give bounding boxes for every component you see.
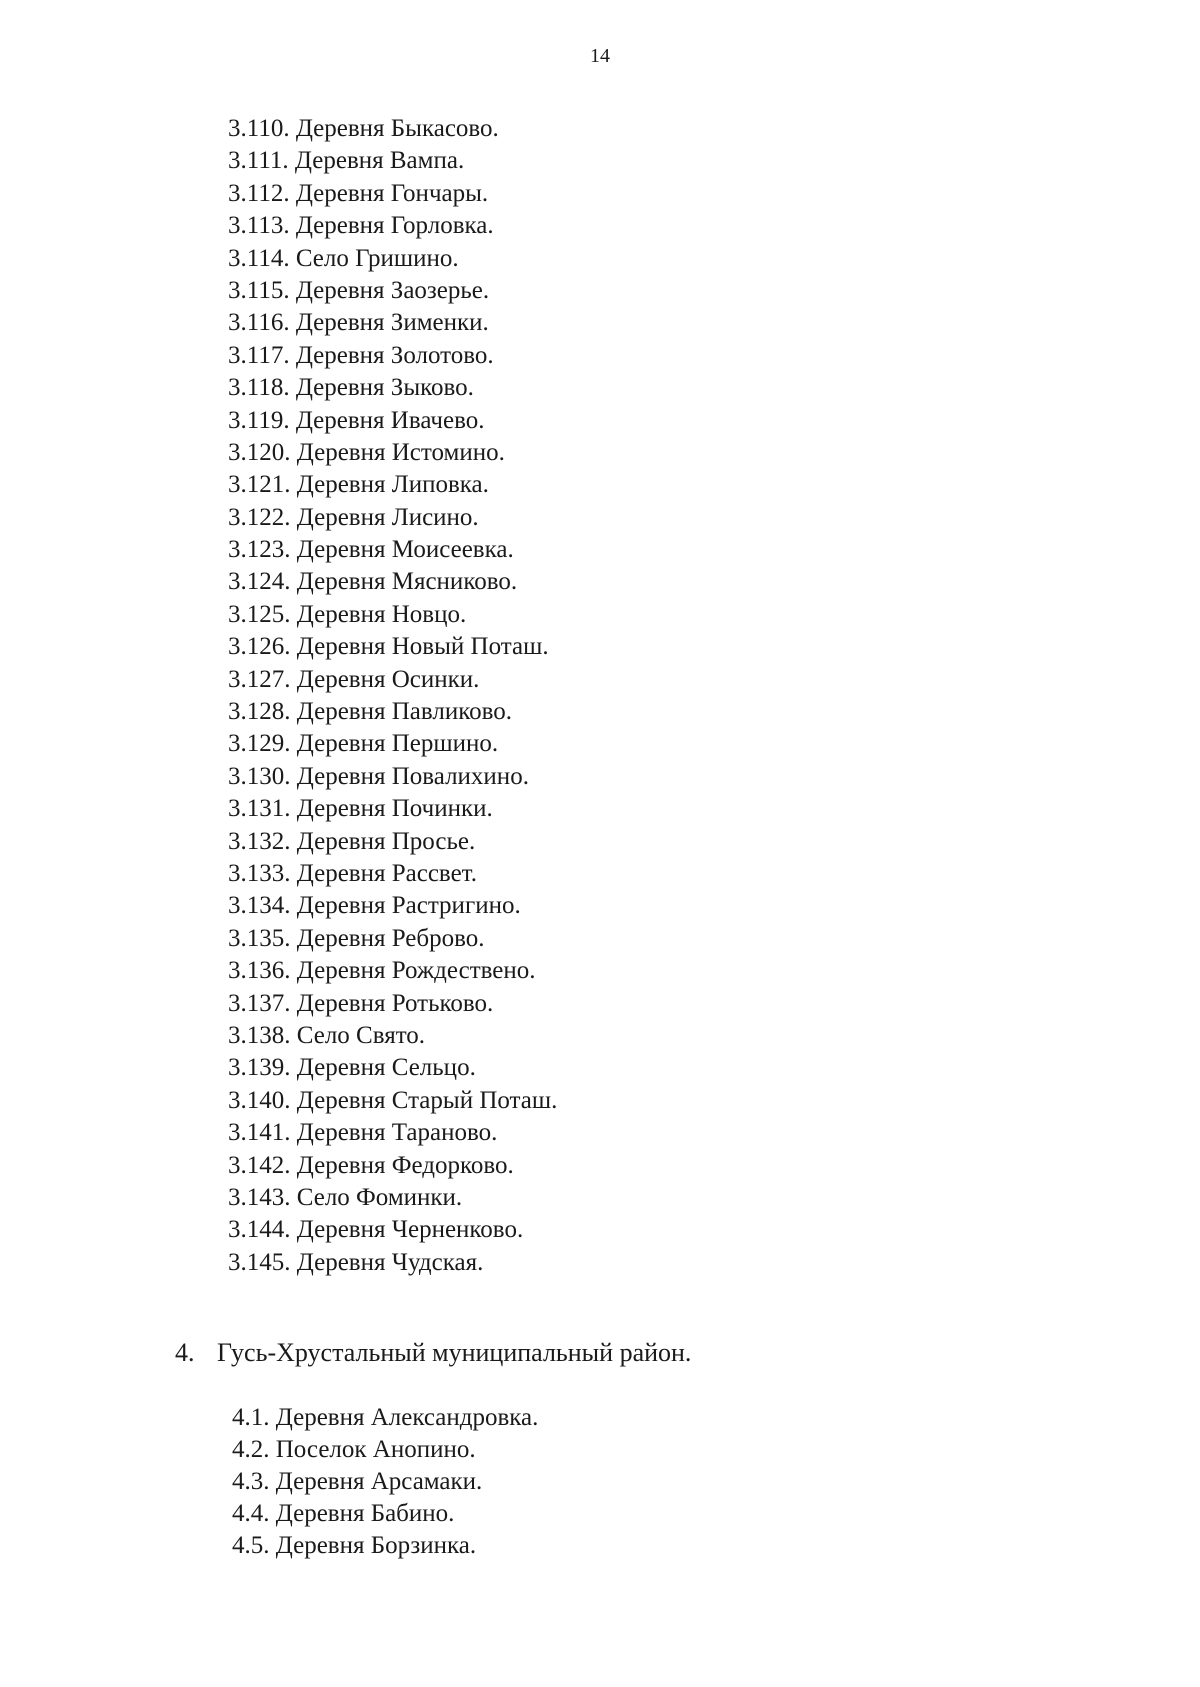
list-item: 3.112. Деревня Гончары. (228, 179, 489, 207)
list-item: 3.133. Деревня Рассвет. (228, 859, 477, 887)
list-item: 3.134. Деревня Растригино. (228, 892, 521, 920)
section-title: Гусь-Хрустальный муниципальный район. (217, 1338, 692, 1367)
list-item: 3.132. Деревня Просье. (228, 827, 476, 855)
list-item: 3.113. Деревня Горловка. (228, 212, 494, 240)
list-item: 3.136. Деревня Рождествено. (228, 957, 536, 985)
list-item: 4.1. Деревня Александровка. (232, 1404, 539, 1431)
list-item: 3.141. Деревня Тараново. (228, 1119, 498, 1147)
list-item: 3.124. Деревня Мясниково. (228, 568, 518, 596)
list-item: 3.125. Деревня Новцо. (228, 600, 467, 628)
settlement-list-section-4 (232, 1402, 538, 1562)
list-item: 3.115. Деревня Заозерье. (228, 276, 490, 304)
list-item: 3.129. Деревня Першино. (228, 730, 499, 758)
list-item: 4.3. Деревня Арсамаки. (232, 1468, 483, 1495)
section-heading (175, 1337, 691, 1369)
list-item: 3.140. Деревня Старый Поташ. (228, 1086, 558, 1114)
list-item: 3.123. Деревня Моисеевка. (228, 536, 514, 564)
list-item: 3.145. Деревня Чудская. (228, 1248, 484, 1276)
list-item: 3.135. Деревня Реброво. (228, 924, 485, 952)
list-item: 3.131. Деревня Починки. (228, 795, 493, 823)
section-number: 4. (175, 1338, 195, 1367)
list-item: 3.138. Село Свято. (228, 1021, 426, 1049)
list-item: 3.118. Деревня Зыково. (228, 374, 474, 402)
list-item: 3.122. Деревня Лисино. (228, 503, 479, 531)
list-item: 4.4. Деревня Бабино. (232, 1500, 455, 1527)
list-item: 3.142. Деревня Федорково. (228, 1151, 514, 1179)
list-item: 3.137. Деревня Ротьково. (228, 989, 494, 1017)
list-item: 3.114. Село Гришино. (228, 244, 459, 272)
list-item: 3.130. Деревня Повалихино. (228, 762, 529, 790)
list-item: 3.139. Деревня Сельцо. (228, 1054, 476, 1082)
list-item: 3.116. Деревня Зименки. (228, 309, 489, 337)
list-item: 3.110. Деревня Быкасово. (228, 115, 499, 142)
list-item: 3.144. Деревня Черненково. (228, 1216, 524, 1244)
list-item: 3.119. Деревня Ивачево. (228, 406, 485, 434)
page-number: 14 (590, 45, 610, 67)
list-item: 3.121. Деревня Липовка. (228, 471, 489, 499)
list-item: 4.5. Деревня Борзинка. (232, 1532, 477, 1559)
list-item: 4.2. Поселок Анопино. (232, 1436, 476, 1463)
list-item: 3.128. Деревня Павликово. (228, 698, 512, 726)
settlement-list-section-3 (228, 113, 557, 1279)
list-item: 3.127. Деревня Осинки. (228, 665, 480, 693)
list-item: 3.143. Село Фоминки. (228, 1183, 463, 1211)
list-item: 3.117. Деревня Золотово. (228, 341, 494, 369)
list-item: 3.111. Деревня Вампа. (228, 147, 465, 175)
list-item: 3.120. Деревня Истомино. (228, 438, 505, 466)
list-item: 3.126. Деревня Новый Поташ. (228, 633, 549, 661)
